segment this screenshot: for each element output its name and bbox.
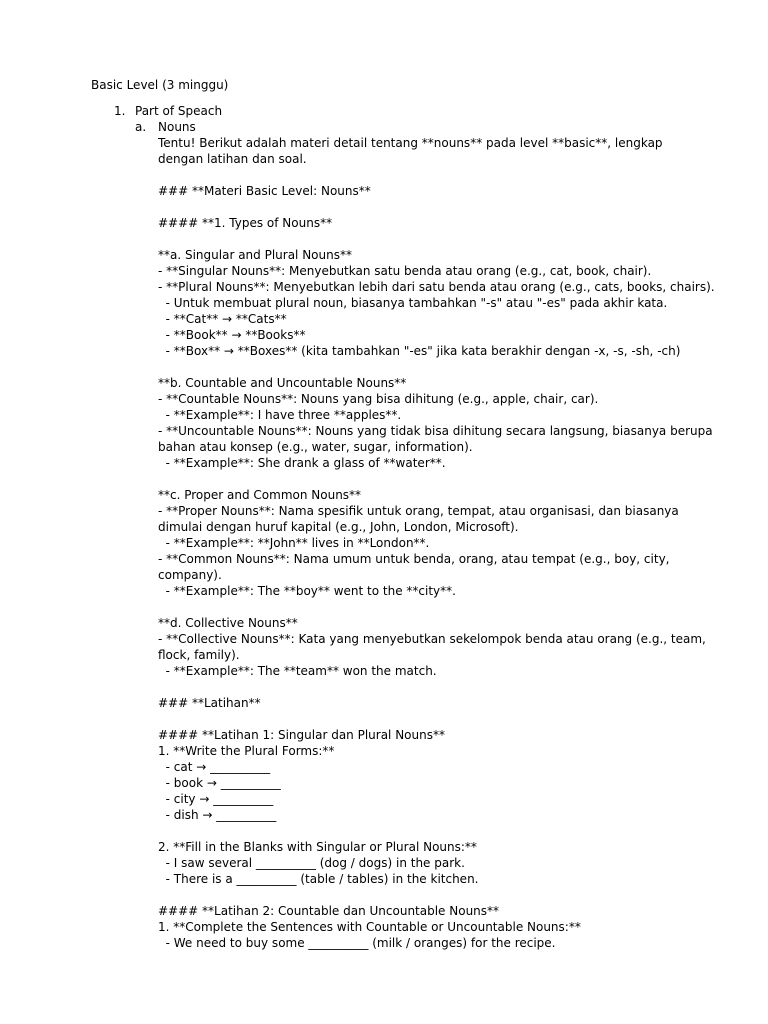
content-line: **c. Proper and Common Nouns**: [158, 488, 362, 502]
content-line: - **Example**: I have three **apples**.: [158, 408, 402, 422]
content-line: - We need to buy some __________ (milk / oranges) for the recipe.: [158, 936, 556, 950]
content-line: - **Box** → **Boxes** (kita tambahkan "-es" jika kata berakhir dengan -x, -s, -sh, -ch): [158, 344, 681, 358]
content-line: - **Plural Nouns**: Menyebutkan lebih dari satu benda atau orang (e.g., cats, books, chairs).: [158, 280, 715, 294]
sublist-item-letter: a.: [135, 120, 147, 134]
content-line: - **Common Nouns**: Nama umum untuk benda, orang, atau tempat (e.g., boy, city,: [158, 552, 670, 566]
content-line: - city → __________: [158, 792, 274, 806]
content-line: - **Example**: The **team** won the match.: [158, 664, 437, 678]
list-item-label: Part of Speach: [135, 104, 223, 118]
content-line: 2. **Fill in the Blanks with Singular or Plural Nouns:**: [158, 840, 477, 854]
content-body: [158, 135, 718, 951]
content-line: ### **Latihan**: [158, 696, 261, 710]
content-line: dengan latihan dan soal.: [158, 152, 307, 166]
content-line: company).: [158, 568, 222, 582]
content-line: - **Proper Nouns**: Nama spesifik untuk orang, tempat, atau organisasi, dan biasanya: [158, 504, 679, 518]
content-line: - **Countable Nouns**: Nouns yang bisa dihitung (e.g., apple, chair, car).: [158, 392, 599, 406]
content-line: - book → __________: [158, 776, 281, 790]
content-line: - There is a __________ (table / tables) in the kitchen.: [158, 872, 479, 886]
content-line: - Untuk membuat plural noun, biasanya tambahkan "-s" atau "-es" pada akhir kata.: [158, 296, 668, 310]
content-line: flock, family).: [158, 648, 240, 662]
level-heading: Basic Level (3 minggu): [91, 78, 229, 92]
content-line: [158, 231, 718, 247]
content-line: **b. Countable and Uncountable Nouns**: [158, 376, 407, 390]
content-line: - cat → __________: [158, 760, 271, 774]
content-line: bahan atau konsep (e.g., water, sugar, information).: [158, 440, 473, 454]
content-line: - **Uncountable Nouns**: Nouns yang tidak bisa dihitung secara langsung, biasanya berupa: [158, 424, 713, 438]
content-line: - dish → __________: [158, 808, 277, 822]
content-line: dimulai dengan huruf kapital (e.g., John, London, Microsoft).: [158, 520, 519, 534]
content-line: #### **Latihan 2: Countable dan Uncountable Nouns**: [158, 904, 500, 918]
content-line: ### **Materi Basic Level: Nouns**: [158, 184, 371, 198]
content-line: - **Singular Nouns**: Menyebutkan satu benda atau orang (e.g., cat, book, chair).: [158, 264, 652, 278]
content-line: **d. Collective Nouns**: [158, 616, 298, 630]
content-line: [158, 199, 718, 215]
content-line: **a. Singular and Plural Nouns**: [158, 248, 352, 262]
content-line: [158, 599, 718, 615]
content-line: - **Collective Nouns**: Kata yang menyebutkan sekelompok benda atau orang (e.g., team,: [158, 632, 706, 646]
content-line: - **Example**: The **boy** went to the **city**.: [158, 584, 456, 598]
content-line: [158, 679, 718, 695]
content-line: 1. **Write the Plural Forms:**: [158, 744, 335, 758]
content-line: [158, 887, 718, 903]
content-line: [158, 823, 718, 839]
content-line: - I saw several __________ (dog / dogs) in the park.: [158, 856, 465, 870]
content-line: [158, 711, 718, 727]
content-line: - **Book** → **Books**: [158, 328, 306, 342]
content-line: - **Cat** → **Cats**: [158, 312, 287, 326]
content-line: - **Example**: **John** lives in **London**.: [158, 536, 430, 550]
content-line: #### **1. Types of Nouns**: [158, 216, 333, 230]
content-line: [158, 167, 718, 183]
content-line: [158, 359, 718, 375]
list-item-number: 1.: [114, 104, 126, 118]
content-line: Tentu! Berikut adalah materi detail tentang **nouns** pada level **basic**, lengkap: [158, 136, 663, 150]
sublist-item-label: Nouns: [158, 120, 196, 134]
content-line: #### **Latihan 1: Singular dan Plural Nouns**: [158, 728, 445, 742]
content-line: - **Example**: She drank a glass of **water**.: [158, 456, 446, 470]
content-line: [158, 471, 718, 487]
content-line: 1. **Complete the Sentences with Countable or Uncountable Nouns:**: [158, 920, 581, 934]
